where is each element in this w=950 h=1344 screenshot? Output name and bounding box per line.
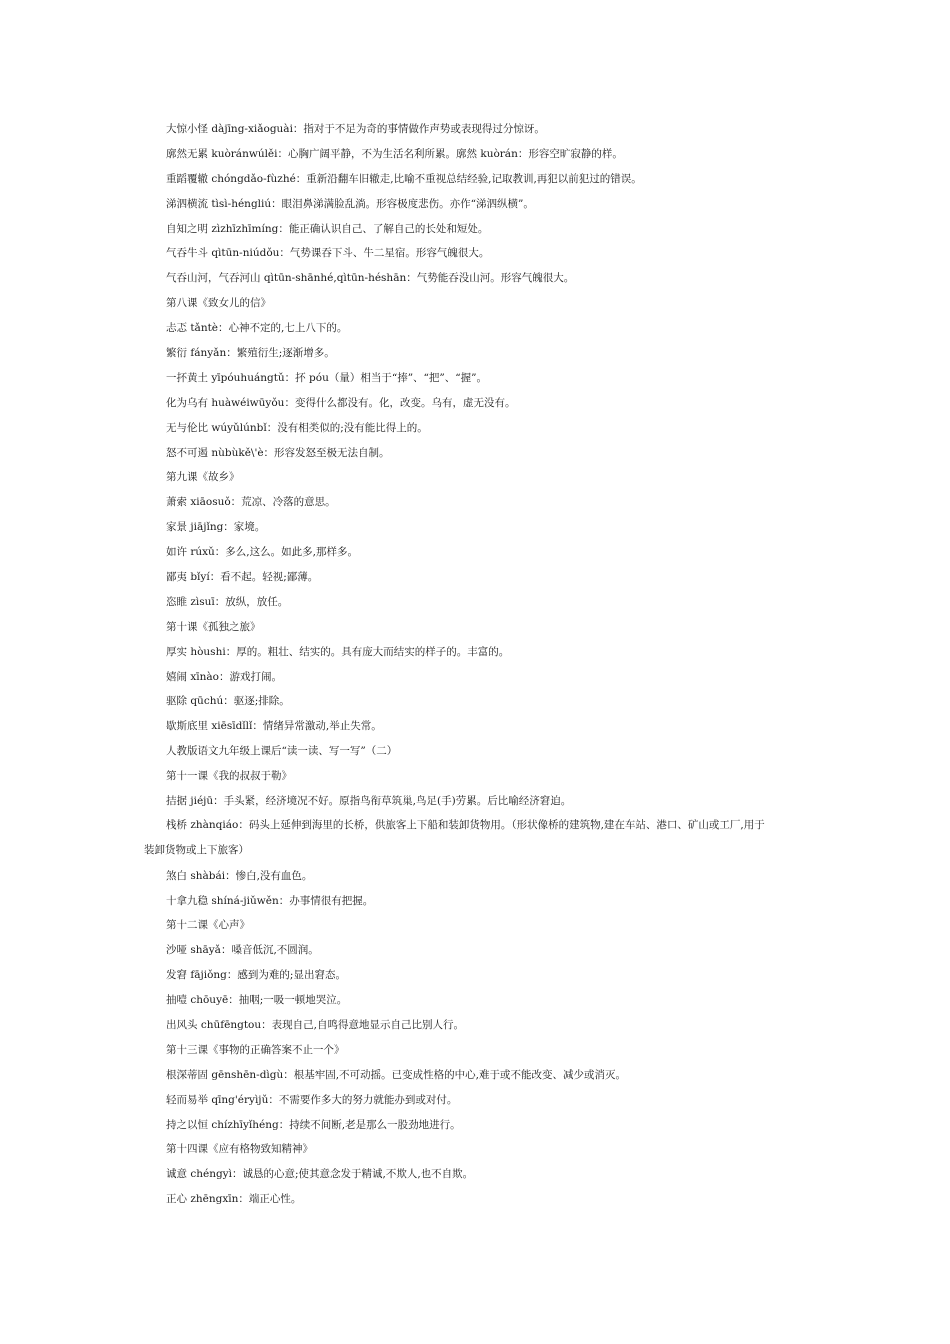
text-line: 气吞牛斗 qìtūn-niúdǒu：气势课吞下斗、牛二星宿。形容气魄很大。	[166, 247, 490, 260]
text-line: 家景 jiājǐng：家境。	[166, 521, 266, 534]
section-heading: 人教版语文九年级上课后“读一读、写一写”（二）	[166, 745, 398, 758]
text-line: 大惊小怪 dàjīng-xiǎoguài：指对于不足为奇的事情做作声势或表现得过分惊讶。	[166, 123, 545, 135]
wrapped-entry-rest: 装卸货物或上下旅客）	[144, 844, 249, 857]
text-line: 鄙夷 bǐyí：看不起。轻视;鄙薄。	[166, 571, 319, 584]
text-line: 恣睢 zìsuī：放纵，放任。	[166, 595, 289, 608]
text-line: 出风头 chūfēngtou：表现自己,自鸣得意地显示自己比别人行。	[166, 1018, 464, 1031]
lesson-heading: 第八课《致女儿的信》	[166, 297, 271, 310]
text-line: 重蹈覆辙 chóngdǎo-fùzhé：重新沿翻车旧辙走,比喻不重视总结经验,记取教训,再犯以前犯过的错误。	[166, 172, 642, 185]
text-line: 持之以恒 chízhīyǐhéng：持续不间断,老是那么一股劲地进行。	[166, 1118, 461, 1131]
text-line: 轻而易举 qīng'éryìjǔ：不需要作多大的努力就能办到或对付。	[166, 1093, 458, 1106]
text-line: 无与伦比 wúyǔlúnbǐ：没有相类似的;没有能比得上的。	[166, 421, 428, 434]
lesson-heading: 第十课《孤独之旅》	[166, 620, 261, 633]
text-line: 抽噎 chōuyē：抽咽;一吸一顿地哭泣。	[166, 994, 348, 1007]
text-line: 厚实 hòushi：厚的。粗壮、结实的。具有庞大而结实的样子的。丰富的。	[166, 645, 510, 658]
lesson-heading: 第十二课《心声》	[166, 919, 250, 932]
lesson-heading: 第十三课《事物的正确答案不止一个》	[166, 1043, 345, 1056]
text-line: 十拿九稳 shíná-jiǔwěn：办事情很有把握。	[166, 894, 374, 907]
text-line: 气吞山河，气吞河山 qìtūn-shānhé,qìtūn-héshān：气势能吞没山河。形容气魄很大。	[166, 272, 575, 285]
document-body	[144, 122, 806, 1217]
text-line: 化为乌有 huàwéiwūyǒu：变得什么都没有。化，改变。乌有，虚无没有。	[166, 396, 516, 409]
text-line: 沙哑 shāyǎ：嗓音低沉,不圆润。	[166, 944, 319, 957]
text-line: 发窘 fājiǒng：感到为难的;显出窘态。	[166, 969, 346, 982]
wrapped-entry	[144, 813, 806, 863]
text-line: 歇斯底里 xiēsīdǐlǐ：情绪异常激动,举止失常。	[166, 720, 382, 733]
text-line: 忐忑 tǎntè：心神不定的,七上八下的。	[166, 322, 348, 335]
text-line: 煞白 shàbái：惨白,没有血色。	[166, 869, 313, 882]
text-line: 正心 zhēngxīn：端正心性。	[166, 1193, 302, 1206]
text-line: 拮据 jiéjū：手头紧，经济境况不好。原指鸟衔草筑巢,鸟足(手)劳累。后比喻经济窘迫。	[166, 795, 572, 808]
text-line: 繁衍 fányǎn：繁殖衍生;逐渐增多。	[166, 347, 335, 360]
text-line: 诚意 chéngyì：诚恳的心意;使其意念发于精诚,不欺人,也不自欺。	[166, 1168, 474, 1181]
text-line: 萧索 xiāosuǒ：荒凉、冷落的意思。	[166, 496, 336, 509]
text-line: 廓然无累 kuòránwúlěi：心胸广阔平静，不为生活名利所累。廓然 kuòrán：形容空旷寂静的样。	[166, 147, 623, 160]
lesson-heading: 第九课《故乡》	[166, 471, 240, 484]
text-line: 根深蒂固 gēnshēn-dìgù：根基牢固,不可动摇。已变成性格的中心,难于或不能改变、减少或消灭。	[166, 1068, 626, 1081]
text-line: 驱除 qūchú：驱逐;排除。	[166, 695, 290, 708]
text-line: 嬉闹 xīnào：游戏打闹。	[166, 670, 282, 683]
text-line: 怒不可遏 nùbùkě\'è：形容发怒至极无法自制。	[166, 446, 390, 459]
text-line: 涕泗横流 tìsì-héngliú：眼泪鼻涕满脸乱淌。形容极度悲伤。亦作“涕泗纵横”。	[166, 197, 534, 210]
text-line: 一抔黄土 yīpóuhuángtǔ：抔 póu（量）相当于“捧”、“把”、“握”。	[166, 371, 488, 384]
text-line: 如许 rúxǔ：多么,这么。如此多,那样多。	[166, 546, 358, 559]
lesson-heading: 第十四课《应有格物致知精神》	[166, 1143, 313, 1156]
lesson-heading: 第十一课《我的叔叔于勒》	[166, 770, 292, 783]
text-line: 自知之明 zìzhīzhīmíng：能正确认识自己、了解自己的长处和短处。	[166, 222, 489, 235]
wrapped-entry-first: 栈桥 zhànqiáo：码头上延伸到海里的长桥，供旅客上下船和装卸货物用。（形状像桥的建筑物,建在车站、港口、矿山或工厂,用于	[166, 819, 765, 832]
